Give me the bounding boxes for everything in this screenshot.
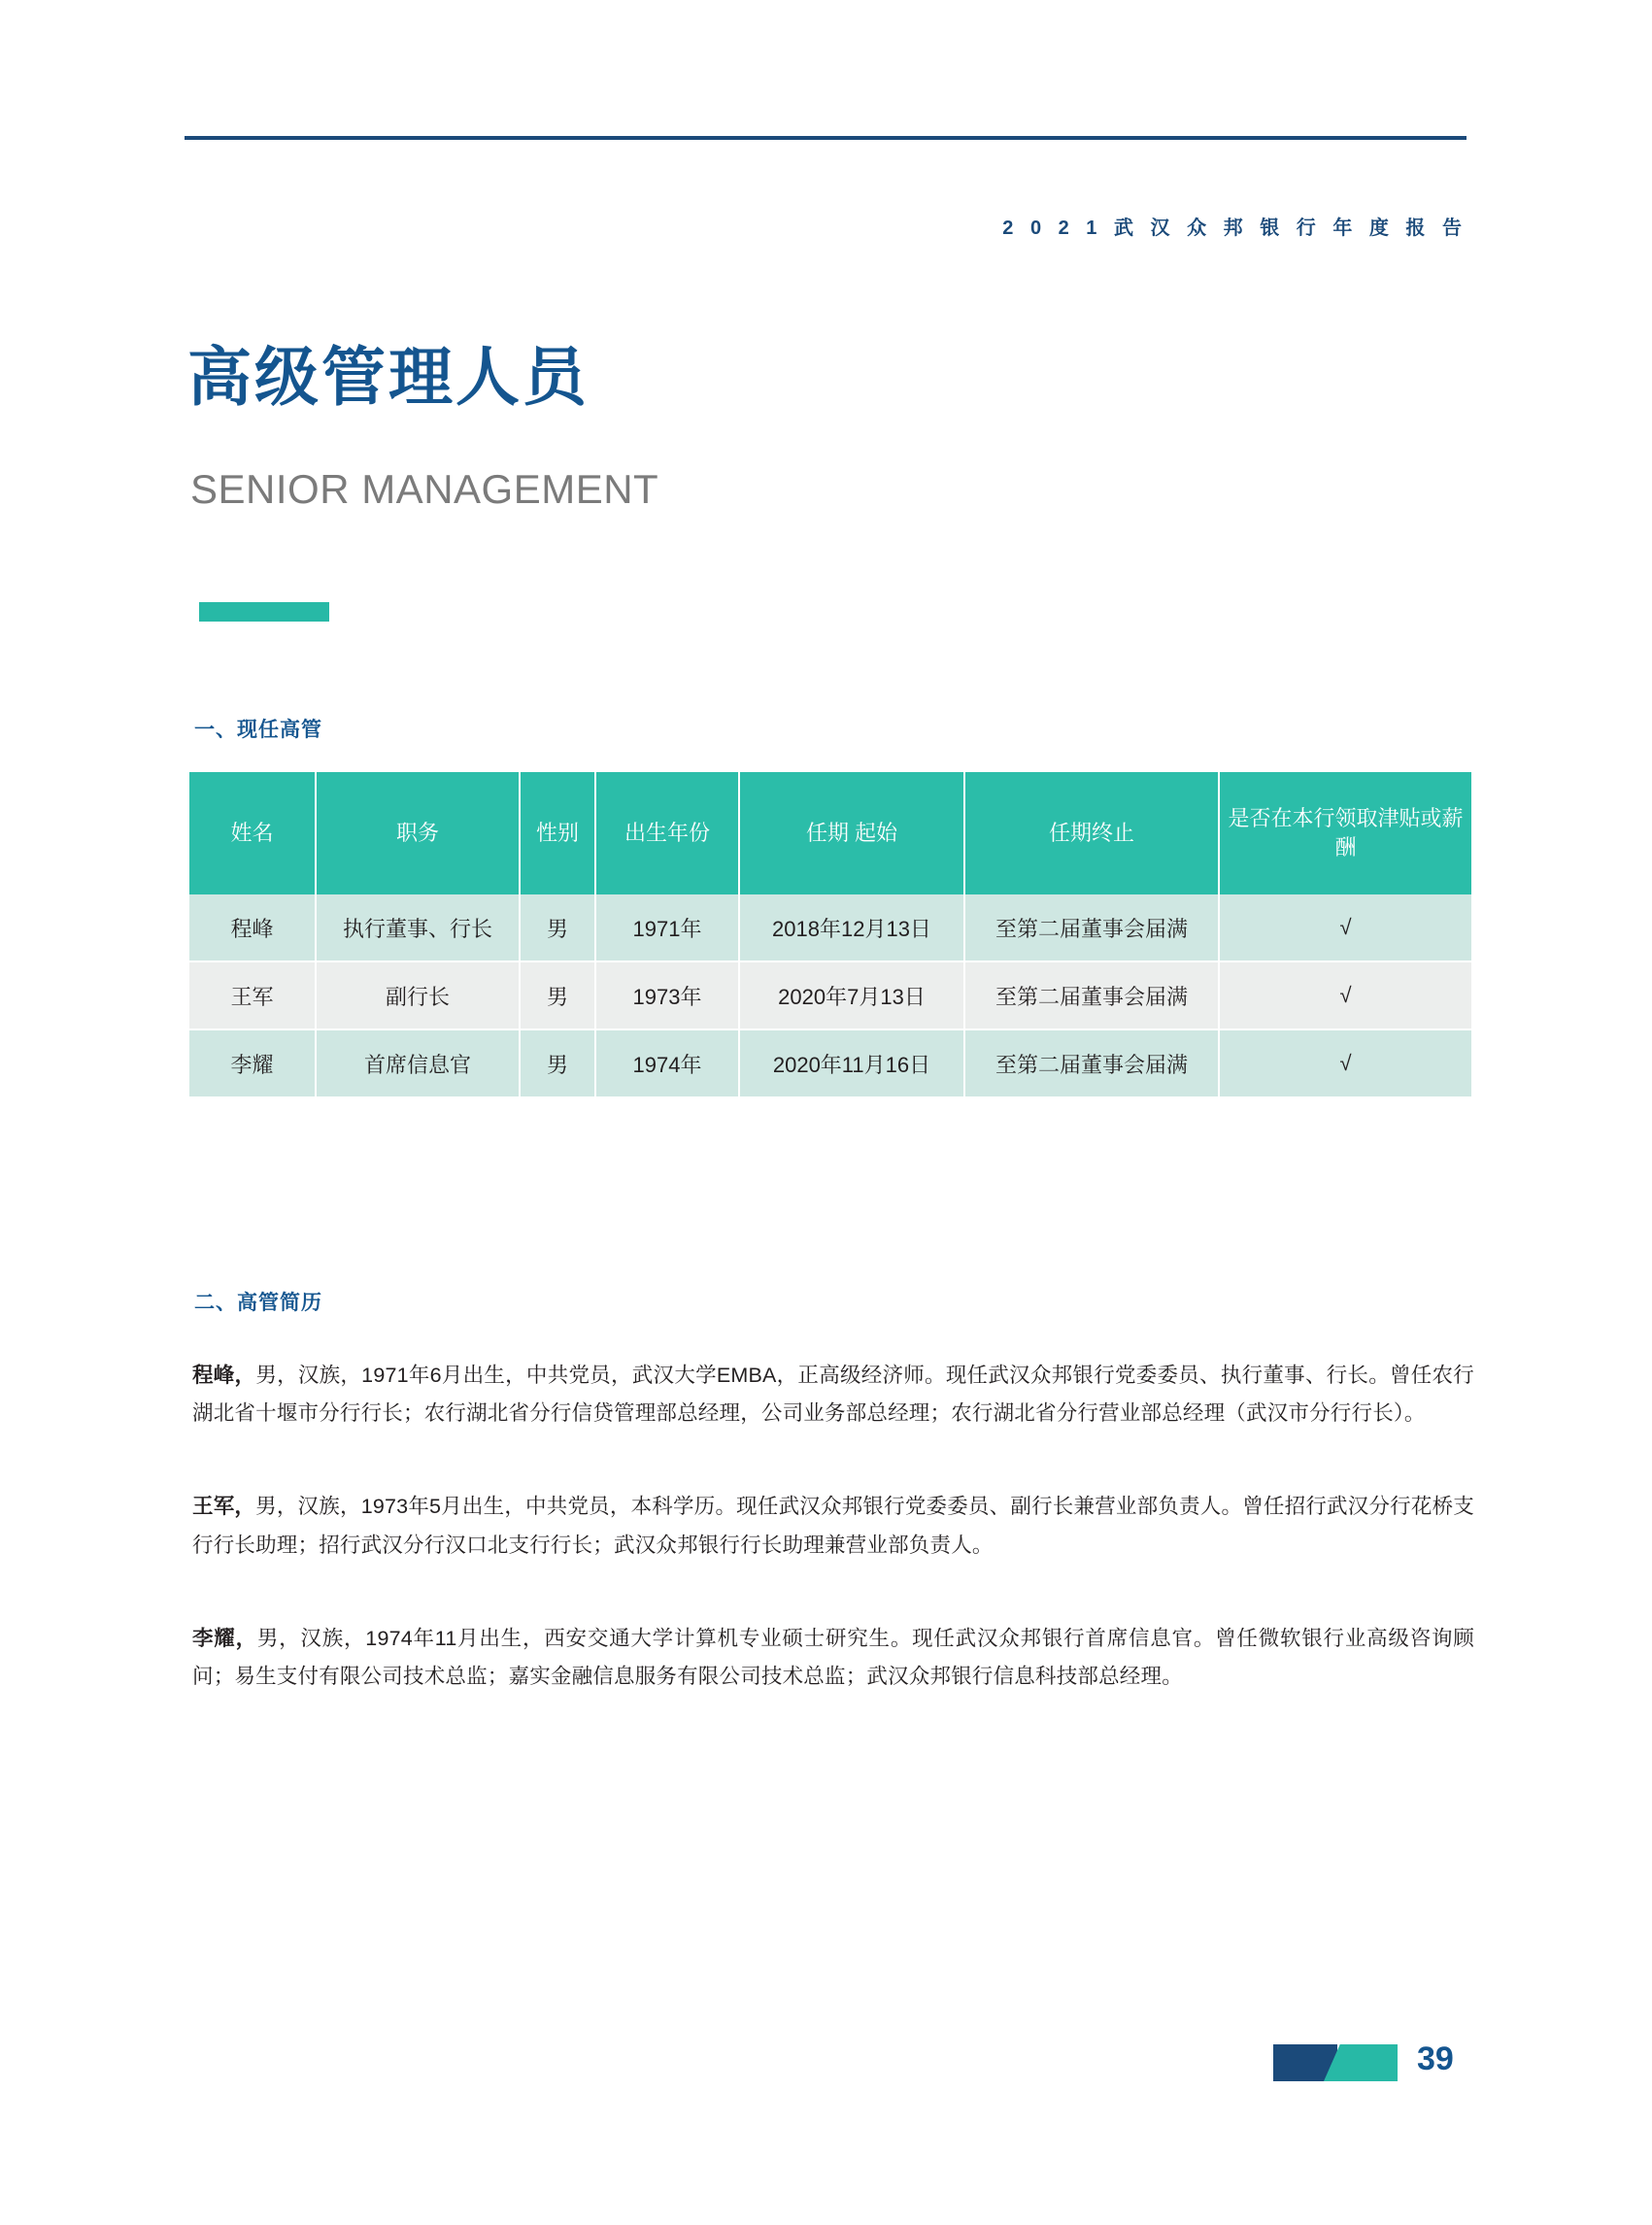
column-header-term-end: 任期终止 — [964, 772, 1219, 894]
accent-bar — [199, 602, 329, 622]
header-rule — [185, 136, 1467, 140]
cell-paid: √ — [1219, 1029, 1471, 1096]
column-header-name: 姓名 — [189, 772, 316, 894]
bio-text: 男，汉族，1971年6月出生，中共党员，武汉大学EMBA，正高级经济师。现任武汉众邦银行党委委员、执行董事、行长。曾任农行湖北省十堰市分行行长；农行湖北省分行信贷管理部总经理，公司业务部总经理；农行湖北省分行营业部总经理（武汉市分行行长）。 — [192, 1363, 1474, 1426]
column-header-paid: 是否在本行领取津贴或薪酬 — [1219, 772, 1471, 894]
cell-birth-year: 1971年 — [595, 894, 739, 961]
bio-text: 男，汉族，1974年11月出生，西安交通大学计算机专业硕士研究生。现任武汉众邦银行首席信息官。曾任微软银行业高级咨询顾问；易生支付有限公司技术总监；嘉实金融信息服务有限公司技术总监；武汉众邦银行信息科技部总经理。 — [192, 1626, 1474, 1689]
section-heading-current-management: 一、现任高管 — [194, 719, 322, 741]
column-header-birth-year: 出生年份 — [595, 772, 739, 894]
cell-gender: 男 — [520, 1029, 595, 1096]
cell-term-start: 2018年12月13日 — [739, 894, 964, 961]
page-title-cn: 高级管理人员 — [187, 341, 590, 413]
bio-paragraph — [192, 1620, 1474, 1698]
cell-birth-year: 1974年 — [595, 1029, 739, 1096]
cell-name: 王军 — [189, 961, 316, 1029]
running-header-title: 2 0 2 1 武 汉 众 邦 银 行 年 度 报 告 — [1002, 218, 1467, 239]
cell-position: 首席信息官 — [316, 1029, 520, 1096]
table-row — [189, 894, 1471, 961]
cell-name: 李耀 — [189, 1029, 316, 1096]
cell-position: 执行董事、行长 — [316, 894, 520, 961]
cell-name: 程峰 — [189, 894, 316, 961]
cell-term-start: 2020年7月13日 — [739, 961, 964, 1029]
cell-birth-year: 1973年 — [595, 961, 739, 1029]
cell-position: 副行长 — [316, 961, 520, 1029]
bio-name: 王军， — [192, 1495, 256, 1519]
management-table-wrap — [189, 772, 1471, 1096]
bios-list — [192, 1335, 1474, 1697]
table-row — [189, 1029, 1471, 1096]
column-header-gender: 性别 — [520, 772, 595, 894]
bio-name: 李耀， — [192, 1626, 257, 1650]
footer-mark — [1273, 2040, 1467, 2081]
page-number: 39 — [1417, 2040, 1454, 2077]
bio-text: 男，汉族，1973年5月出生，中共党员，本科学历。现任武汉众邦银行党委委员、副行长兼营业部负责人。曾任招行武汉分行花桥支行行长助理；招行武汉分行汉口北支行行长；武汉众邦银行行长助理兼营业部负责人。 — [192, 1495, 1474, 1557]
cell-term-end: 至第二届董事会届满 — [964, 1029, 1219, 1096]
management-table — [189, 772, 1471, 1096]
bio-paragraph — [192, 1488, 1474, 1566]
cell-paid: √ — [1219, 961, 1471, 1029]
column-header-term-start: 任期 起始 — [739, 772, 964, 894]
page-title-en: SENIOR MANAGEMENT — [190, 466, 659, 512]
bio-paragraph — [192, 1357, 1474, 1434]
cell-paid: √ — [1219, 894, 1471, 961]
table-header-row — [189, 772, 1471, 894]
cell-term-end: 至第二届董事会届满 — [964, 961, 1219, 1029]
cell-gender: 男 — [520, 894, 595, 961]
cell-term-start: 2020年11月16日 — [739, 1029, 964, 1096]
section-heading-management-bios: 二、高管简历 — [194, 1292, 322, 1314]
cell-gender: 男 — [520, 961, 595, 1029]
table-row — [189, 961, 1471, 1029]
column-header-position: 职务 — [316, 772, 520, 894]
cell-term-end: 至第二届董事会届满 — [964, 894, 1219, 961]
bio-name: 程峰， — [192, 1363, 256, 1387]
